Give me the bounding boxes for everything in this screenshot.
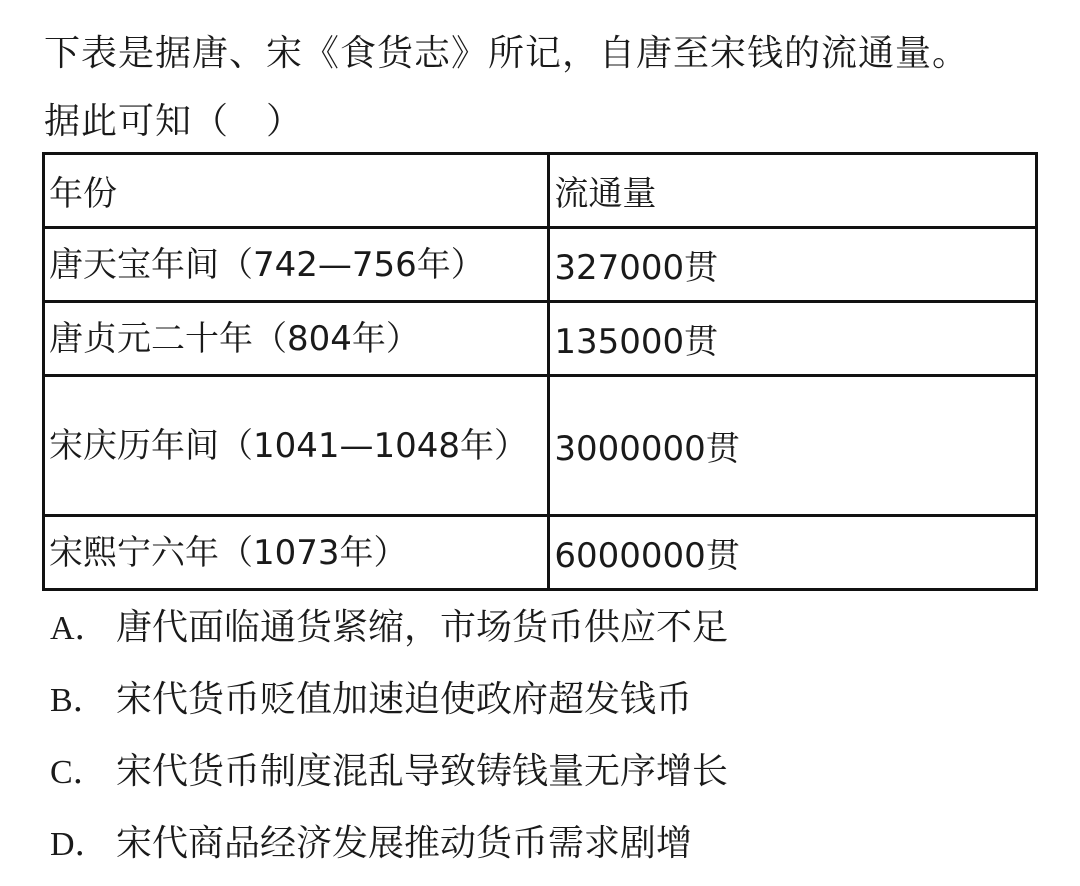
answer-options <box>50 598 1060 886</box>
option-c[interactable] <box>50 742 1060 814</box>
cell-period: 宋熙宁六年（1073年） <box>44 516 549 590</box>
option-b[interactable] <box>50 670 1060 742</box>
cell-period: 唐天宝年间（742—756年） <box>44 228 549 302</box>
table-row <box>44 516 1037 590</box>
option-letter: D． <box>50 826 109 863</box>
table-header-row <box>44 154 1037 228</box>
option-text: 唐代面临通货紧缩，市场货币供应不足 <box>116 607 729 648</box>
header-year: 年份 <box>44 154 549 228</box>
option-text: 宋代商品经济发展推动货币需求剧增 <box>116 823 693 864</box>
cell-amount: 3000000贯 <box>549 376 1037 516</box>
option-letter: B． <box>50 682 107 719</box>
option-text: 宋代货币贬值加速迫使政府超发钱币 <box>116 679 693 720</box>
cell-amount: 6000000贯 <box>549 516 1037 590</box>
question-line-2: 据此可知（ ） <box>44 101 304 142</box>
question-line-1: 下表是据唐、宋《食货志》所记，自唐至宋钱的流通量。 <box>44 33 970 74</box>
header-amount: 流通量 <box>549 154 1037 228</box>
option-letter: C． <box>50 754 107 791</box>
currency-circulation-table <box>42 152 1038 591</box>
question-stem <box>44 20 1054 156</box>
option-d[interactable] <box>50 814 1060 886</box>
cell-period: 宋庆历年间（1041—1048年） <box>44 376 549 516</box>
option-letter: A． <box>50 610 109 647</box>
option-text: 宋代货币制度混乱导致铸钱量无序增长 <box>116 751 729 792</box>
table-row <box>44 228 1037 302</box>
table-row <box>44 376 1037 516</box>
cell-period: 唐贞元二十年（804年） <box>44 302 549 376</box>
option-a[interactable] <box>50 598 1060 670</box>
table-row <box>44 302 1037 376</box>
cell-amount: 327000贯 <box>549 228 1037 302</box>
cell-amount: 135000贯 <box>549 302 1037 376</box>
